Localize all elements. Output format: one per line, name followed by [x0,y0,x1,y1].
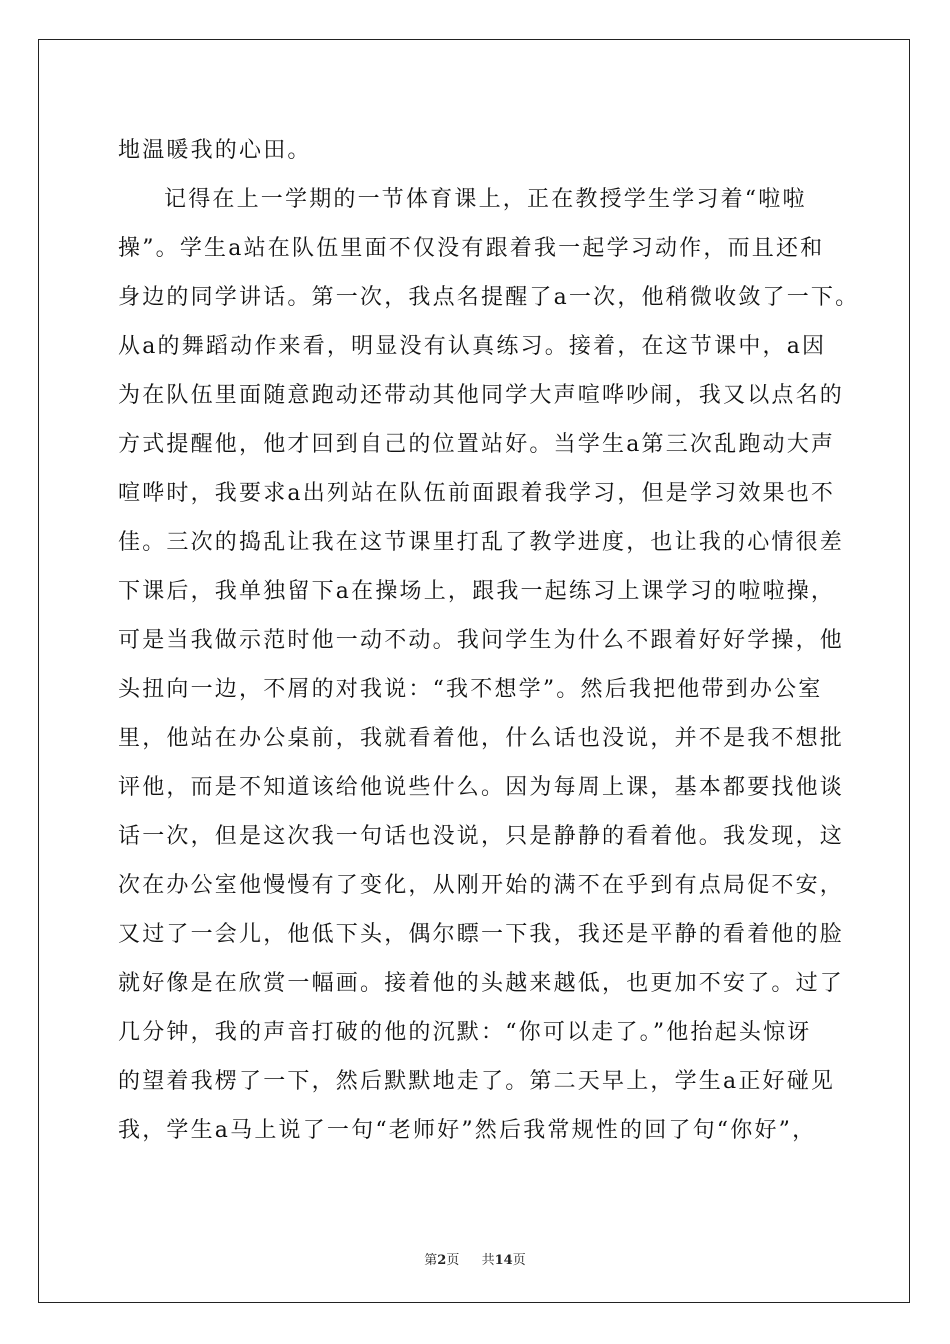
text-line: 又过了一会儿，他低下头，偶尔瞟一下我，我还是平静的看着他的脸 [118,922,845,947]
text-line: 的望着我楞了一下，然后默默地走了。第二天早上，学生a正好碰见 [118,1069,836,1094]
text-line: 为在队伍里面随意跑动还带动其他同学大声喧哗吵闹，我又以点名的 [118,383,845,408]
total-pages: 14 [494,1253,513,1268]
text-line: 地温暖我的心田。 [118,138,312,163]
page-number [424,1249,459,1268]
text-line: 次在办公室他慢慢有了变化，从刚开始的满不在乎到有点局促不安， [118,873,845,898]
text-line: 记得在上一学期的一节体育课上，正在教授学生学习着“啦啦 [164,187,807,212]
page-footer [0,1249,950,1268]
text-line: 操”。学生a站在队伍里面不仅没有跟着我一起学习动作，而且还和 [118,236,825,261]
current-page: 2 [437,1253,447,1268]
total-prefix: 共 [481,1253,495,1268]
text-line: 里，他站在办公桌前，我就看着他，什么话也没说，并不是我不想批 [118,726,845,751]
text-line: 我，学生a马上说了一句“老师好”然后我常规性的回了句“你好”， [118,1118,817,1143]
text-line: 评他，而是不知道该给他说些什么。因为每周上课，基本都要找他谈 [118,775,845,800]
text-line: 喧哗时，我要求a出列站在队伍前面跟着我学习，但是学习效果也不 [118,481,836,506]
text-line: 话一次，但是这次我一句话也没说，只是静静的看着他。我发现，这 [118,824,845,849]
text-line: 下课后，我单独留下a在操场上，跟我一起练习上课学习的啦啦操， [118,579,836,604]
text-line: 方式提醒他，他才回到自己的位置站好。当学生a第三次乱跑动大声 [118,432,836,457]
text-line: 身边的同学讲话。第一次，我点名提醒了a一次，他稍微收敛了一下。 [118,285,860,310]
page-total [482,1249,526,1268]
text-line: 可是当我做示范时他一动不动。我问学生为什么不跟着好好学操，他 [118,628,845,653]
page-prefix: 第 [424,1253,438,1268]
page-suffix: 页 [446,1253,460,1268]
text-line: 头扭向一边，不屑的对我说：“我不想学”。然后我把他带到办公室 [118,677,823,702]
text-line: 就好像是在欣赏一幅画。接着他的头越来越低，也更加不安了。过了 [118,971,845,996]
document-body [118,126,860,1155]
total-suffix: 页 [512,1253,526,1268]
text-line: 几分钟，我的声音打破的他的沉默：“你可以走了。”他抬起头惊讶 [118,1020,812,1045]
text-line: 佳。三次的捣乱让我在这节课里打乱了教学进度，也让我的心情很差 [118,530,845,555]
text-line: 从a的舞蹈动作来看，明显没有认真练习。接着，在这节课中，a因 [118,334,827,359]
